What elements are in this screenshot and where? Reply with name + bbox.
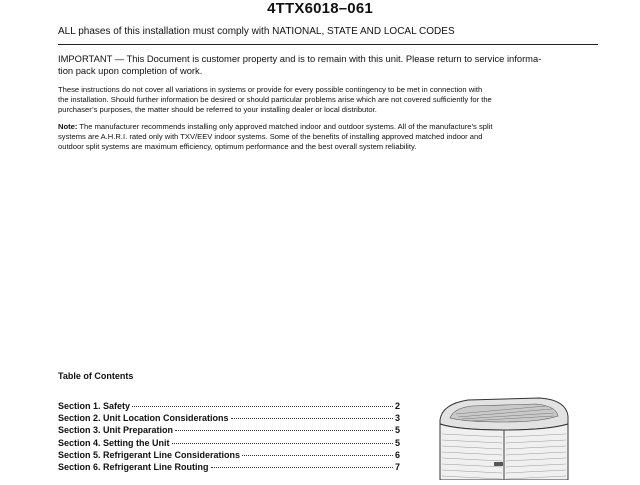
toc-leader-dots: [242, 455, 393, 456]
toc-leader-dots: [211, 467, 393, 468]
toc-row-unit-preparation[interactable]: [58, 425, 400, 437]
toc-row-setting-unit[interactable]: [58, 438, 400, 450]
instructions-line-1: These instructions do not cover all variations in systems or provide for every possible contingency to be met in connection with: [58, 85, 483, 94]
instructions-line-3: purchaser’s purposes, the matter should be referred to your installing dealer or local distributor.: [58, 105, 377, 114]
toc-title: Table of Contents: [58, 371, 134, 381]
toc-row-refrigerant-routing[interactable]: [58, 462, 400, 474]
divider-top: [58, 44, 598, 45]
instructions-line-2: the installation. Should further information be desired or should particular problems arise which are not covered sufficiently for the: [58, 95, 492, 104]
outdoor-unit-illustration-icon: [428, 390, 578, 485]
toc-leader-dots: [175, 430, 393, 431]
toc-label: Section 2. Unit Location Considerations: [58, 413, 229, 424]
toc-label: Section 1. Safety: [58, 401, 131, 411]
codes-notice: ALL phases of this installation must comply with NATIONAL, STATE AND LOCAL CODES: [58, 26, 455, 37]
important-line-2: tion pack upon completion of work.: [58, 65, 203, 76]
toc-row-unit-location[interactable]: [58, 413, 400, 425]
table-of-contents: [58, 401, 400, 474]
toc-page: 6: [394, 449, 400, 460]
toc-label: Section 3. Unit Preparation: [58, 425, 174, 436]
toc-page: 3: [394, 413, 400, 424]
toc-page: 7: [394, 461, 400, 472]
toc-label: Section 6. Refrigerant Line Routing: [58, 461, 209, 472]
toc-row-safety[interactable]: [58, 401, 400, 413]
toc-page: 5: [394, 425, 400, 436]
note-label: Note:: [58, 122, 78, 131]
toc-page: 2: [394, 401, 400, 411]
model-number-title: 4TTX6018–061: [267, 0, 373, 17]
toc-leader-dots: [132, 406, 393, 407]
toc-leader-dots: [231, 418, 393, 419]
toc-label: Section 4. Setting the Unit: [58, 437, 170, 448]
note-line-3: outdoor split systems are maximum efficiency, optimum performance and the best overall system reliability.: [58, 142, 417, 151]
note-paragraph: [58, 122, 598, 152]
note-line-2: systems are A.H.R.I. rated only with TXV/EEV indoor systems. Some of the benefits of installing approved matched indoor and: [58, 132, 483, 141]
toc-row-refrigerant-considerations[interactable]: [58, 450, 400, 462]
important-notice: [58, 53, 600, 77]
instructions-paragraph: [58, 85, 598, 115]
important-line-1: IMPORTANT — This Document is customer property and is to remain with this unit. Please return to service informa-: [58, 53, 542, 64]
toc-label: Section 5. Refrigerant Line Considerations: [58, 449, 241, 460]
toc-page: 5: [394, 437, 400, 448]
note-text-1: The manufacturer recommends installing only approved matched indoor and outdoor systems. All of the manufacture’s split: [77, 122, 493, 131]
note-line-1: [58, 122, 598, 132]
toc-leader-dots: [172, 443, 393, 444]
